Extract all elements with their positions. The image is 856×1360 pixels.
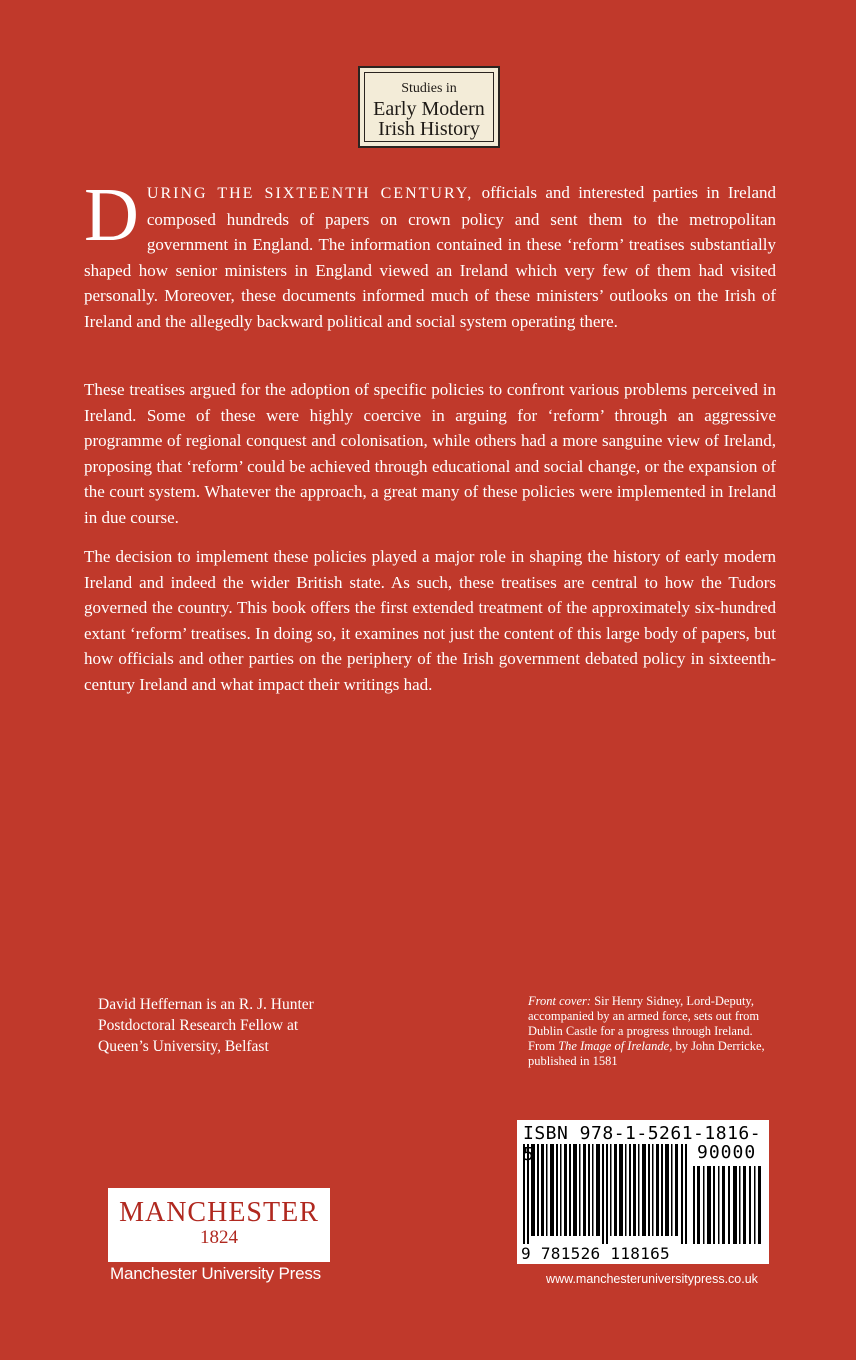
author-bio-line-2: Postdoctoral Research Fellow at bbox=[98, 1017, 299, 1034]
press-name: Manchester University Press bbox=[110, 1264, 321, 1283]
series-line-1: Studies in bbox=[401, 81, 457, 96]
cover-credit-text-2: , by John Derricke, published in 1581 bbox=[528, 1039, 765, 1068]
publisher-logo bbox=[108, 1188, 330, 1262]
isbn-barcode bbox=[517, 1120, 769, 1264]
publisher-url: www.manchesteruniversitypress.co.uk bbox=[546, 1272, 758, 1286]
cover-credit-title: The Image of Irelande bbox=[558, 1039, 670, 1053]
price-code: 90000 bbox=[697, 1142, 757, 1163]
blurb-paragraph-1-text: officials and interested parties in Ireland composed hundreds of papers on crown policy and sent them to the metropolitan government in England. The information contained in these ‘reform’ treatises substantially shaped how senior ministers in England viewed an Ireland which very few of them had visited personally. Moreover, these documents informed much of these ministers’ outlooks on the Irish of Ireland and the allegedly backward political and social system operating there. bbox=[84, 183, 776, 331]
cover-credit bbox=[528, 994, 778, 1069]
blurb-paragraph-2: These treatises argued for the adoption of specific policies to confront various problems perceived in Ireland. Some of these were highly coercive in arguing for ‘reform’ through an aggressive programme of regional conquest and colonisation, while others had a more sanguine view of Ireland, proposing that ‘reform’ could be achieved through educational and social change, or the expansion of the court system. Whatever the approach, a great many of these policies were implemented in Ireland in due course. bbox=[84, 380, 776, 527]
price-barcode-bars-icon bbox=[693, 1166, 763, 1244]
blurb-opening-smallcaps: URING THE SIXTEENTH CENTURY, bbox=[146, 185, 474, 202]
logo-year: 1824 bbox=[200, 1227, 238, 1248]
drop-cap: D bbox=[84, 173, 139, 257]
barcode-digits: 9 781526 118165 bbox=[521, 1244, 670, 1263]
cover-credit-label: Front cover: bbox=[528, 994, 592, 1008]
blurb-paragraph-1 bbox=[84, 173, 776, 334]
author-bio-line-1: David Heffernan is an R. J. Hunter bbox=[98, 996, 314, 1013]
blurb-paragraph-3: The decision to implement these policies played a major role in shaping the history of early modern Ireland and indeed the wider British state. As such, these treatises are central to how the Tudors governed the country. This book offers the first extended treatment of the approximately six-hundred extant ‘reform’ treatises. In doing so, it examines not just the content of this large body of papers, but how officials and other parties on the periphery of the Irish government debated policy in sixteenth-century Ireland and what impact their writings had. bbox=[84, 547, 776, 694]
series-line-3: Irish History bbox=[378, 118, 480, 140]
series-badge bbox=[358, 66, 500, 148]
author-bio-line-3: Queen’s University, Belfast bbox=[98, 1038, 269, 1055]
isbn-text: ISBN 978-1-5261-1816- bbox=[523, 1123, 762, 1144]
cover-credit-text-1: Sir Henry Sidney, Lord-Deputy, accompanied by an armed force, sets out from Dublin Castle for a progress through Ireland. From bbox=[528, 994, 760, 1053]
series-line-2: Early Modern bbox=[373, 98, 485, 120]
logo-name: MANCHESTER bbox=[119, 1197, 319, 1228]
author-bio bbox=[98, 994, 398, 1057]
barcode-bars-icon bbox=[523, 1144, 689, 1244]
